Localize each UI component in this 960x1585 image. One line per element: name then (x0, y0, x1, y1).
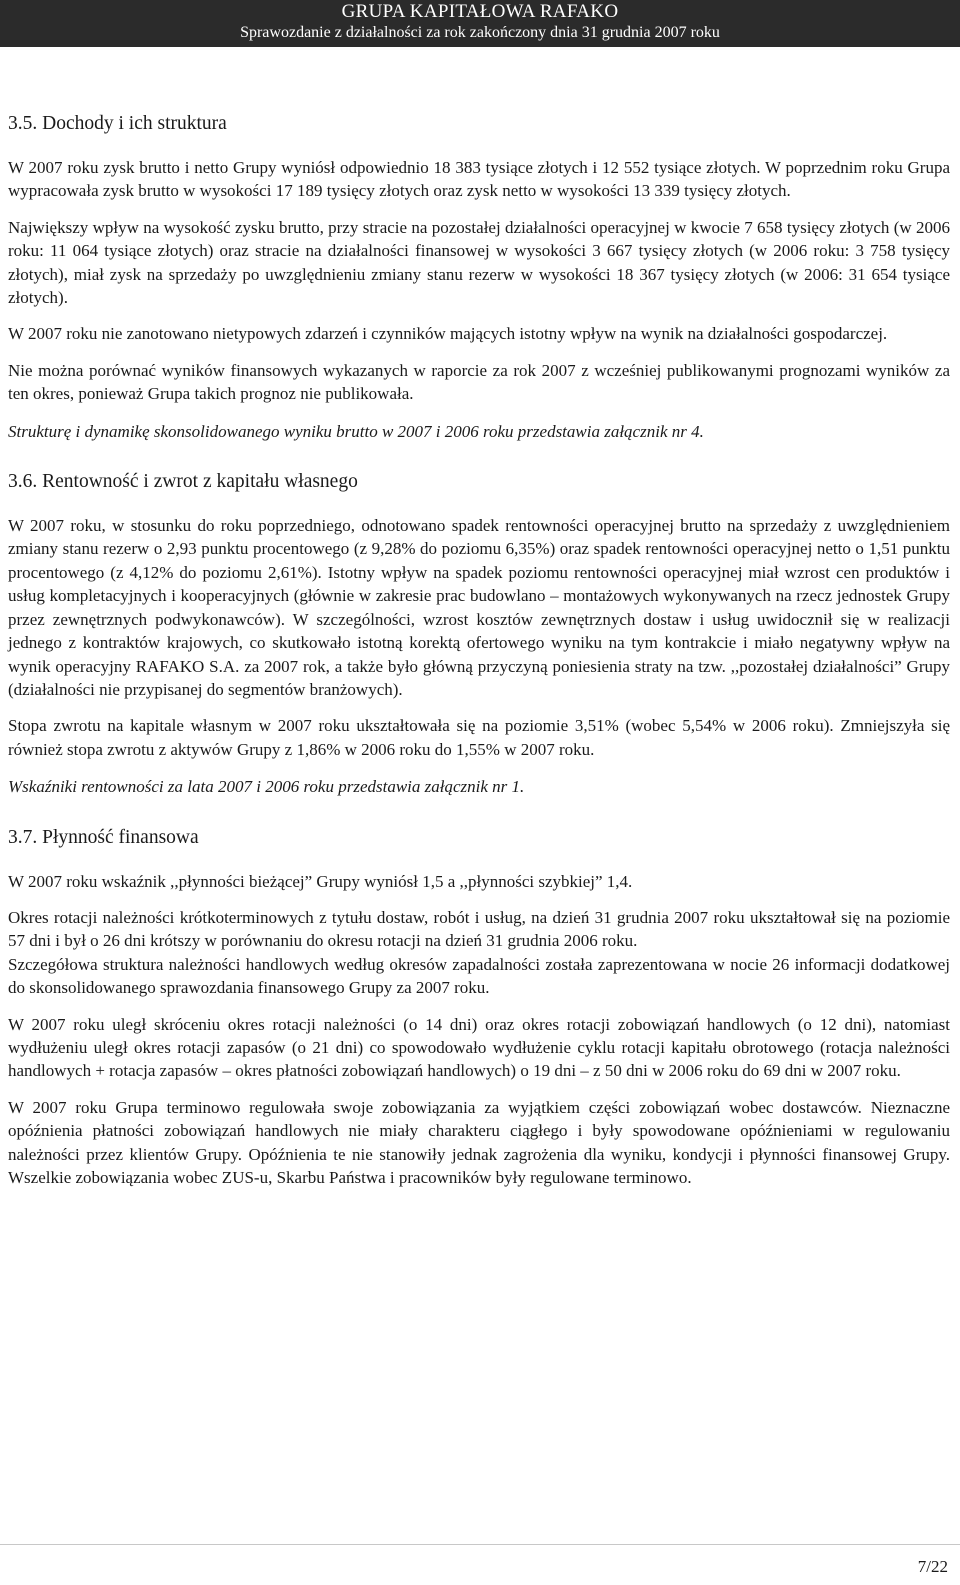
paragraph: Okres rotacji należności krótkoterminowych z tytułu dostaw, robót i usług, na dzień 31 grudnia 2007 roku ukształtował się na poziomie 57 dni i był o 26 dni krótszy w porównaniu do okresu rotacji na dzień 31 grudnia 2006 roku. (8, 907, 950, 951)
page-content (8, 112, 950, 1189)
report-title: Sprawozdanie z działalności za rok zakończony dnia 31 grudnia 2007 roku (240, 24, 720, 41)
document-header (0, 0, 960, 47)
section-heading-3-5: 3.5. Dochody i ich struktura (8, 113, 227, 134)
paragraph: W 2007 roku wskaźnik ,,płynności bieżącej” Grupy wyniósł 1,5 a ,,płynności szybkiej” 1,4. (8, 871, 633, 891)
paragraph: W 2007 roku Grupa terminowo regulowała swoje zobowiązania za wyjątkiem części zobowiązań wobec dostawców. Nieznaczne opóźnienia płatności zobowiązań handlowych nie miały charakteru ciągłego i były spowodowane opóźnieniami w regulowaniu należności przez klientów Grupy. Opóźnienia te nie stanowiły jednak zagrożenia dla wyniku, kondycji i płynności finansowej Grupy. Wszelkie zobowiązania wobec ZUS-u, Skarbu Państwa i pracowników były regulowane terminowo. (8, 1097, 950, 1187)
section-heading-3-6: 3.6. Rentowność i zwrot z kapitału własnego (8, 471, 358, 493)
company-name: GRUPA KAPITAŁOWA RAFAKO (341, 1, 619, 22)
paragraph: Nie można porównać wyników finansowych wykazanych w raporcie za rok 2007 z wcześniej publikowanymi prognozami wyników za ten okres, ponieważ Grupa takich prognoz nie publikowała. (8, 360, 950, 404)
attachment-note: Strukturę i dynamikę skonsolidowanego wyniku brutto w 2007 i 2006 roku przedstawia załącznik nr 4. (8, 421, 704, 441)
paragraph: W 2007 roku zysk brutto i netto Grupy wyniósł odpowiednio 18 383 tysiące złotych i 12 552 tysiące złotych. W poprzednim roku Grupa wypracowała zysk brutto w wysokości 17 189 tysięcy złotych oraz zysk netto w wysokości 13 339 tysięcy złotych. (8, 158, 950, 201)
page-number: 7/22 (917, 1557, 948, 1576)
attachment-note: Wskaźniki rentowności za lata 2007 i 2006 roku przedstawia załącznik nr 1. (8, 777, 525, 797)
paragraph: W 2007 roku uległ skróceniu okres rotacji należności (o 14 dni) oraz okres rotacji zobowiązań handlowych (o 12 dni), natomiast wydłużeniu uległ okres rotacji zapasów (o 21 dni) co spowodowało wydłużenie cyklu rotacji kapitału obrotowego (rotacja należności handlowych + rotacja zapasów – okres płatności zobowiązań handlowych) o 19 dni – z 50 dni w 2006 roku do 69 dni w 2007 roku. (8, 1014, 950, 1081)
paragraph: Stopa zwrotu na kapitale własnym w 2007 roku ukształtowała się na poziomie 3,51% (wobec 5,54% w 2006 roku). Zmniejszyła się również stopa zwrotu z aktywów Grupy z 1,86% w 2006 roku do 1,55% w 2007 roku. (8, 716, 950, 759)
paragraph: Szczegółowa struktura należności handlowych według okresów zapadalności została zaprezentowana w nocie 26 informacji dodatkowej do skonsolidowanego sprawozdania finansowego Grupy za 2007 roku. (8, 954, 950, 998)
paragraph: Największy wpływ na wysokość zysku brutto, przy stracie na pozostałej działalności operacyjnej w kwocie 7 658 tysięcy złotych (w 2006 roku: 11 064 tysiące złotych) oraz stracie na działalności finansowej w wysokości 3 667 tysięcy złotych (w 2006 roku: 3 758 tysięcy złotych), miał zysk na sprzedaży po uwzględnieniu zmiany stanu rezerw w wysokości 18 367 tysięcy złotych (w 2006: 31 654 tysiące złotych). (8, 217, 950, 308)
paragraph: W 2007 roku, w stosunku do roku poprzedniego, odnotowano spadek rentowności operacyjnej brutto na sprzedaży z uwzględnieniem zmiany stanu rezerw o 2,93 punktu procentowego (z 9,28% do poziomu 6,35%) oraz spadek rentowności operacyjnej netto o 1,51 punktu procentowego (z 4,12% do poziomu 2,61%). Istotny wpływ na spadek poziomu rentowności operacyjnej miał wzrost cen produktów i usług kompletacyjnych i kooperacyjnych (głównie w zakresie prac budowlano – montażowych wykonywanych na rzecz jednostek Grupy przez zewnętrznych podwykonawców). W szczególności, wzrost kosztów zewnętrznych dostaw i usług uwidocznił się w realizacji jednego z kontraktów krajowych, co skutkowało istotną korektą ofertowego wyniku na tym kontrakcie i miało negatywny wpływ na wynik operacyjny RAFAKO S.A. za 2007 rok, a także było główną przyczyną poniesienia straty na tzw. ,,pozostałej działalności” Grupy (działalności nie przypisanej do segmentów branżowych). (8, 516, 950, 699)
paragraph: W 2007 roku nie zanotowano nietypowych zdarzeń i czynników mających istotny wpływ na wynik na działalności gospodarczej. (8, 324, 888, 344)
section-heading-3-7: 3.7. Płynność finansowa (8, 826, 199, 848)
footer-divider (0, 1544, 960, 1545)
